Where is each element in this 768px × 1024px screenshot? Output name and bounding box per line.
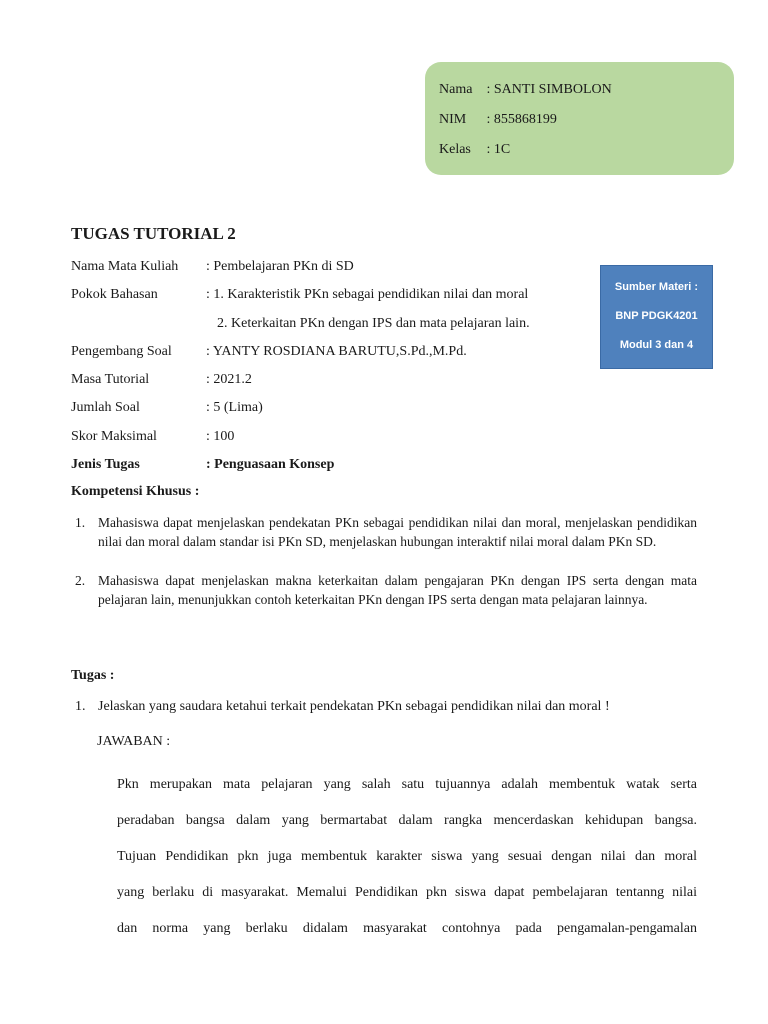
answer-line: Pkn merupakan mata pelajaran yang salah satu tujuannya adalah membentuk watak serta <box>117 777 697 792</box>
class-label: Kelas <box>439 142 471 157</box>
source-line-3: Modul 3 dan 4 <box>619 339 694 351</box>
competency-heading: Kompetensi Khusus : <box>71 484 200 499</box>
competency-item-1 <box>71 513 697 551</box>
course-value: : Pembelajaran PKn di SD <box>206 259 354 274</box>
competency-item-2-num: 2. <box>75 573 86 588</box>
name-value: : SANTI SIMBOLON <box>486 82 612 97</box>
competency-item-1-text: Mahasiswa dapat menjelaskan pendekatan PKn sebagai pendidikan nilai dan moral, menjelaskan pendidikan nilai dan moral dalam standar isi PKn SD, menjelaskan hubungan interaktif nilai moral dalam PKn SD. <box>98 515 697 549</box>
score-value: : 100 <box>206 429 235 444</box>
answer-body <box>117 767 697 947</box>
period-value: : 2021.2 <box>206 372 252 387</box>
competency-item-1-num: 1. <box>75 515 86 530</box>
tasks-heading: Tugas : <box>71 668 115 683</box>
answer-line: Tujuan Pendidikan pkn juga membentuk karakter siswa yang sesuai dengan nilai dan moral <box>117 849 697 864</box>
page-title: TUGAS TUTORIAL 2 <box>71 224 236 243</box>
period-label: Masa Tutorial <box>71 372 150 387</box>
topic-label: Pokok Bahasan <box>71 287 158 302</box>
answer-line: dan norma yang berlaku didalam masyarakat contohnya pada pengamalan-pengamalan <box>117 921 697 936</box>
class-value: : 1C <box>486 142 511 157</box>
name-label: Nama <box>439 82 473 97</box>
nim-value: : 855868199 <box>486 112 557 127</box>
topic-value-2: 2. Keterkaitan PKn dengan IPS dan mata pelajaran lain. <box>217 316 530 331</box>
answer-line: yang berlaku di masyarakat. Memalui Pendidikan pkn siswa dapat pembelajaran tentanng nilai <box>117 885 697 900</box>
task-item-1 <box>71 697 697 716</box>
developer-value: : YANTY ROSDIANA BARUTU,S.Pd.,M.Pd. <box>206 344 467 359</box>
task-item-1-text: Jelaskan yang saudara ketahui terkait pendekatan PKn sebagai pendidikan nilai dan moral ! <box>98 699 610 714</box>
type-label: Jenis Tugas <box>71 457 140 472</box>
student-info-box <box>425 62 734 175</box>
source-line-2: BNP PDGK4201 <box>615 310 698 322</box>
task-item-1-num: 1. <box>75 699 86 714</box>
developer-label: Pengembang Soal <box>71 344 172 359</box>
source-material-box <box>600 265 713 369</box>
student-name-row <box>439 80 612 100</box>
nim-label: NIM <box>439 112 467 127</box>
student-class-row <box>439 140 510 160</box>
count-label: Jumlah Soal <box>71 400 140 415</box>
answer-line: peradaban bangsa dalam yang bermartabat dalam rangka mencerdaskan kehidupan bangsa. <box>117 813 697 828</box>
competency-item-2-text: Mahasiswa dapat menjelaskan makna keterkaitan dalam pengajaran PKn dengan IPS serta dengan mata pelajaran lain, menunjukkan contoh keterkaitan PKn dengan IPS serta dengan mata pelajaran lainnya. <box>98 573 697 607</box>
course-label: Nama Mata Kuliah <box>71 259 179 274</box>
type-value: : Penguasaan Konsep <box>206 457 335 472</box>
answer-label: JAWABAN : <box>97 734 171 749</box>
topic-value-1: : 1. Karakteristik PKn sebagai pendidikan nilai dan moral <box>206 287 529 302</box>
student-nim-row <box>439 110 557 130</box>
score-label: Skor Maksimal <box>71 429 157 444</box>
source-line-1: Sumber Materi : <box>614 281 699 293</box>
count-value: : 5 (Lima) <box>206 400 263 415</box>
competency-item-2 <box>71 571 697 609</box>
